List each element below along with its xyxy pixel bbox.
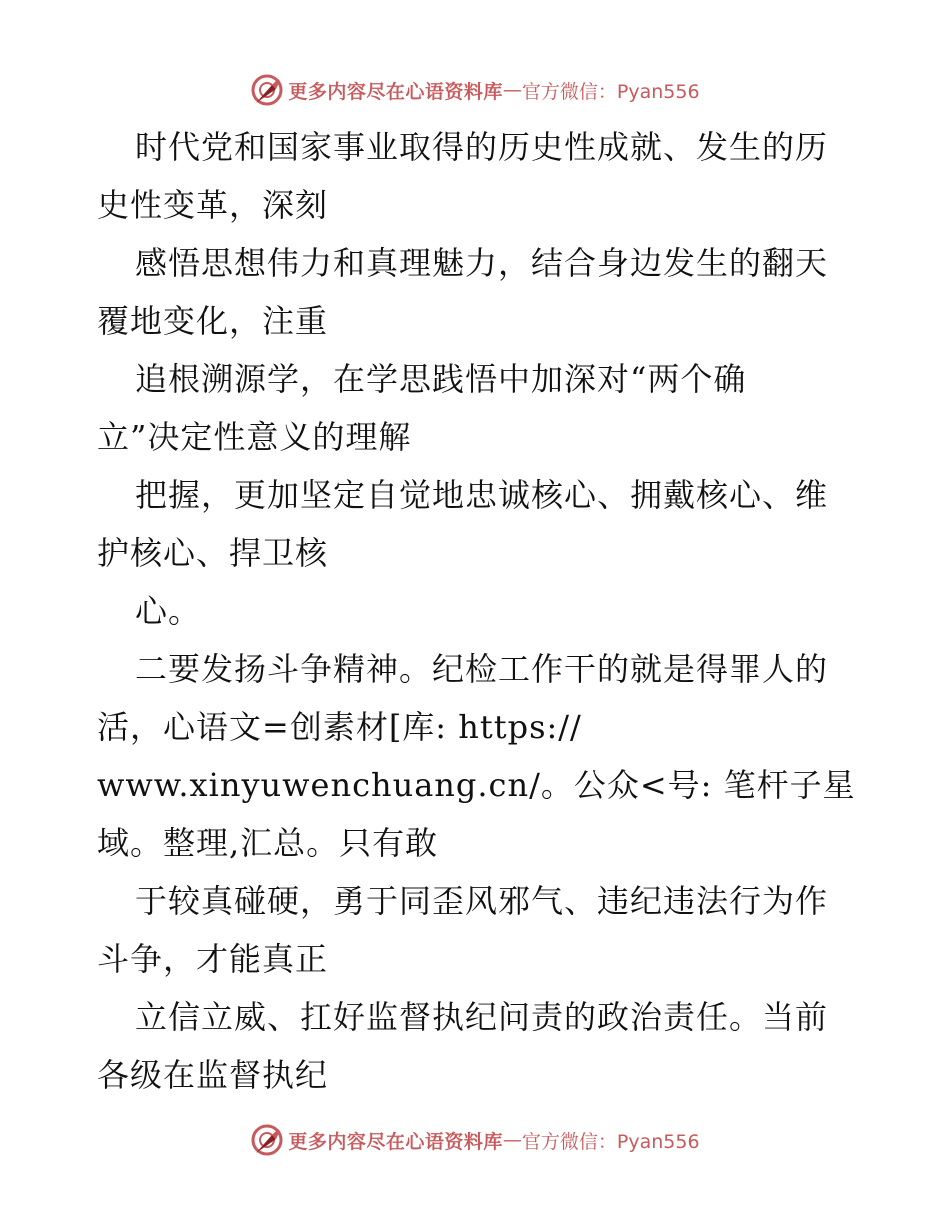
- text-line: 立信立威、扛好监督执纪问责的政治责任。当前: [135, 998, 829, 1036]
- text-line: 于较真碰硬，勇于同歪风邪气、违纪违法行为作: [135, 882, 829, 920]
- header-slogan: 更多内容尽在心语资料库: [288, 80, 503, 103]
- text-line: www.xinyuwenchuang.cn/。公众<号: 笔杆子星: [97, 766, 856, 804]
- footer-slogan: 更多内容尽在心语资料库: [288, 1130, 503, 1153]
- header-wechat: 官方微信：Pyan556: [521, 80, 700, 103]
- document-body: [97, 118, 857, 1104]
- text-line: 心。: [135, 592, 202, 630]
- text-line: 时代党和国家事业取得的历史性成就、发生的历: [135, 128, 829, 166]
- text-line: 史性变革，深刻: [97, 186, 329, 224]
- text-line: 各级在监督执纪: [97, 1056, 329, 1094]
- text-line: 立”决定性意义的理解: [97, 418, 412, 456]
- text-line: 把握，更加坚定自觉地忠诚核心、拥戴核心、维: [135, 476, 829, 514]
- text-line: 斗争，才能真正: [97, 940, 329, 978]
- pen-logo-icon: [250, 73, 284, 107]
- footer-banner: [0, 1120, 950, 1160]
- text-line: 护核心、捍卫核: [97, 534, 329, 572]
- text-line: 活，心语文=创素材[库: https://: [97, 708, 582, 746]
- footer-separator: —: [502, 1129, 522, 1151]
- pen-logo-icon: [250, 1123, 284, 1157]
- text-line: 感悟思想伟力和真理魅力，结合身边发生的翻天: [135, 244, 829, 282]
- header-banner: [0, 70, 950, 110]
- text-line: 覆地变化，注重: [97, 302, 329, 340]
- text-line: 追根溯源学，在学思践悟中加深对“两个确: [135, 360, 747, 398]
- text-line: 域。整理,汇总。只有敢: [97, 824, 439, 862]
- text-line: 二要发扬斗争精神。纪检工作干的就是得罪人的: [135, 650, 829, 688]
- footer-wechat: 官方微信：Pyan556: [521, 1130, 700, 1153]
- header-separator: —: [502, 79, 522, 101]
